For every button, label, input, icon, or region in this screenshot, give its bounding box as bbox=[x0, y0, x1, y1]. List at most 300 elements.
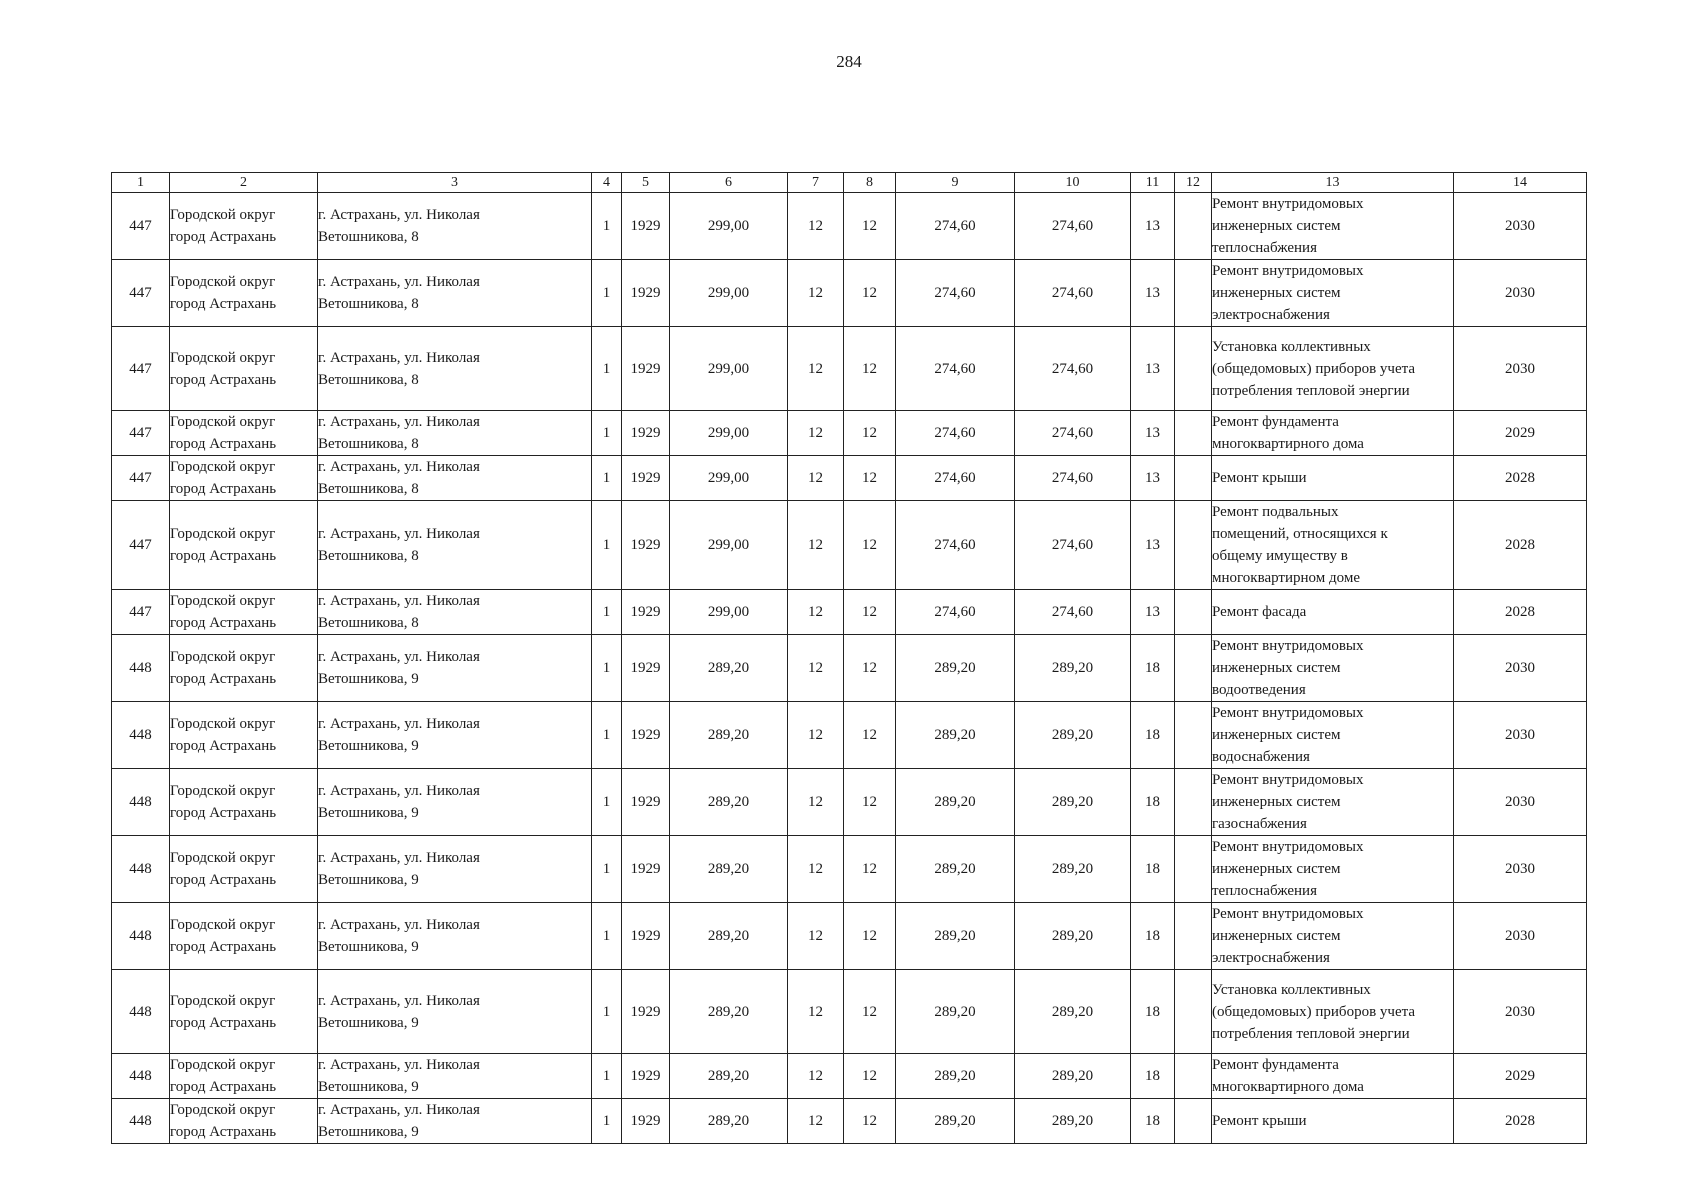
col12-cell bbox=[1175, 903, 1212, 970]
col11-cell: 13 bbox=[1131, 193, 1175, 260]
col9-area-cell: 274,60 bbox=[896, 501, 1015, 590]
municipality-line: город Астрахань bbox=[170, 296, 277, 312]
col8-cell: 12 bbox=[844, 1099, 896, 1144]
municipality-line: город Астрахань bbox=[170, 1124, 277, 1140]
work-type-line: водоотведения bbox=[1212, 682, 1306, 698]
municipality-line: Городской округ bbox=[170, 349, 276, 366]
municipality-line: Городской округ bbox=[170, 274, 276, 290]
col4-cell: 1 bbox=[592, 970, 622, 1054]
address-line: Ветошникова, 8 bbox=[318, 371, 419, 388]
col12-cell bbox=[1175, 1054, 1212, 1099]
col8-cell: 12 bbox=[844, 260, 896, 327]
work-type-line: Ремонт внутридомовых bbox=[1212, 638, 1364, 654]
column-header: 3 bbox=[318, 173, 592, 193]
col11-cell: 13 bbox=[1131, 327, 1175, 411]
planned-year-cell: 2030 bbox=[1454, 903, 1587, 970]
address-line: Ветошникова, 9 bbox=[318, 939, 419, 955]
col8-cell: 12 bbox=[844, 769, 896, 836]
column-header: 13 bbox=[1212, 173, 1454, 193]
address-line: г. Астрахань, ул. Николая bbox=[318, 716, 480, 732]
municipality-line: город Астрахань bbox=[170, 1014, 277, 1031]
address-line: г. Астрахань, ул. Николая bbox=[318, 917, 480, 933]
table-row bbox=[112, 903, 1587, 970]
col11-cell: 13 bbox=[1131, 260, 1175, 327]
col9-area-cell: 274,60 bbox=[896, 193, 1015, 260]
column-header: 8 bbox=[844, 173, 896, 193]
column-header: 14 bbox=[1454, 173, 1587, 193]
col10-area-cell: 289,20 bbox=[1015, 903, 1131, 970]
address-line: г. Астрахань, ул. Николая bbox=[318, 1102, 480, 1118]
col8-cell: 12 bbox=[844, 702, 896, 769]
col11-cell: 18 bbox=[1131, 903, 1175, 970]
municipality-line: город Астрахань bbox=[170, 805, 277, 821]
municipality-cell bbox=[170, 970, 318, 1054]
build-year-cell: 1929 bbox=[622, 903, 670, 970]
municipality-line: город Астрахань bbox=[170, 481, 277, 497]
work-type-line: Ремонт внутридомовых bbox=[1212, 906, 1364, 922]
municipality-cell bbox=[170, 501, 318, 590]
table-row bbox=[112, 970, 1587, 1054]
address-line: г. Астрахань, ул. Николая bbox=[318, 349, 480, 366]
municipality-line: город Астрахань bbox=[170, 939, 277, 955]
work-type-line: теплоснабжения bbox=[1212, 883, 1317, 899]
municipality-cell bbox=[170, 635, 318, 702]
col7-cell: 12 bbox=[788, 590, 844, 635]
work-type-line: инженерных систем bbox=[1212, 218, 1341, 234]
col4-cell: 1 bbox=[592, 769, 622, 836]
work-type-cell bbox=[1212, 702, 1454, 769]
work-type-line: многоквартирном доме bbox=[1212, 570, 1360, 586]
col8-cell: 12 bbox=[844, 501, 896, 590]
total-area-cell: 289,20 bbox=[670, 635, 788, 702]
col10-area-cell: 274,60 bbox=[1015, 193, 1131, 260]
build-year-cell: 1929 bbox=[622, 193, 670, 260]
work-type-line: инженерных систем bbox=[1212, 794, 1341, 810]
address-line: Ветошникова, 8 bbox=[318, 296, 419, 312]
col9-area-cell: 274,60 bbox=[896, 590, 1015, 635]
build-year-cell: 1929 bbox=[622, 501, 670, 590]
col12-cell bbox=[1175, 193, 1212, 260]
municipality-cell bbox=[170, 836, 318, 903]
address-line: Ветошникова, 9 bbox=[318, 872, 419, 888]
work-type-line: газоснабжения bbox=[1212, 816, 1307, 832]
col10-area-cell: 274,60 bbox=[1015, 456, 1131, 501]
planned-year-cell: 2030 bbox=[1454, 702, 1587, 769]
col10-area-cell: 289,20 bbox=[1015, 769, 1131, 836]
column-header: 5 bbox=[622, 173, 670, 193]
row-number-cell: 448 bbox=[112, 970, 170, 1054]
municipality-cell bbox=[170, 456, 318, 501]
work-type-line: (общедомовых) приборов учета bbox=[1212, 1003, 1415, 1020]
row-number-cell: 448 bbox=[112, 769, 170, 836]
row-number-cell: 448 bbox=[112, 1054, 170, 1099]
work-type-line: Установка коллективных bbox=[1212, 338, 1371, 355]
work-type-line: инженерных систем bbox=[1212, 727, 1341, 743]
col9-area-cell: 289,20 bbox=[896, 1099, 1015, 1144]
row-number-cell: 448 bbox=[112, 1099, 170, 1144]
municipality-line: город Астрахань bbox=[170, 229, 277, 245]
table-row bbox=[112, 193, 1587, 260]
total-area-cell: 289,20 bbox=[670, 970, 788, 1054]
col11-cell: 18 bbox=[1131, 769, 1175, 836]
col11-cell: 13 bbox=[1131, 456, 1175, 501]
municipality-cell bbox=[170, 193, 318, 260]
address-line: г. Астрахань, ул. Николая bbox=[318, 526, 480, 542]
total-area-cell: 299,00 bbox=[670, 501, 788, 590]
col9-area-cell: 274,60 bbox=[896, 411, 1015, 456]
table-row bbox=[112, 702, 1587, 769]
work-type-cell bbox=[1212, 193, 1454, 260]
work-type-line: водоснабжения bbox=[1212, 749, 1310, 765]
col8-cell: 12 bbox=[844, 836, 896, 903]
municipality-cell bbox=[170, 903, 318, 970]
work-type-line: Ремонт крыши bbox=[1212, 1113, 1307, 1129]
col7-cell: 12 bbox=[788, 456, 844, 501]
col9-area-cell: 274,60 bbox=[896, 260, 1015, 327]
total-area-cell: 299,00 bbox=[670, 456, 788, 501]
address-cell bbox=[318, 193, 592, 260]
table-row bbox=[112, 769, 1587, 836]
col12-cell bbox=[1175, 1099, 1212, 1144]
col12-cell bbox=[1175, 635, 1212, 702]
col10-area-cell: 274,60 bbox=[1015, 260, 1131, 327]
total-area-cell: 299,00 bbox=[670, 327, 788, 411]
planned-year-cell: 2029 bbox=[1454, 411, 1587, 456]
work-type-line: потребления тепловой энергии bbox=[1212, 1025, 1410, 1042]
total-area-cell: 289,20 bbox=[670, 702, 788, 769]
column-header: 1 bbox=[112, 173, 170, 193]
column-header: 6 bbox=[670, 173, 788, 193]
address-line: г. Астрахань, ул. Николая bbox=[318, 207, 480, 223]
work-type-line: Ремонт внутридомовых bbox=[1212, 196, 1364, 212]
col8-cell: 12 bbox=[844, 1054, 896, 1099]
municipality-line: Городской округ bbox=[170, 783, 276, 799]
col12-cell bbox=[1175, 327, 1212, 411]
col8-cell: 12 bbox=[844, 635, 896, 702]
address-cell bbox=[318, 456, 592, 501]
municipality-cell bbox=[170, 1099, 318, 1144]
table-row bbox=[112, 501, 1587, 590]
municipality-line: город Астрахань bbox=[170, 1079, 277, 1095]
address-cell bbox=[318, 327, 592, 411]
work-type-cell bbox=[1212, 456, 1454, 501]
work-type-line: Ремонт крыши bbox=[1212, 470, 1307, 486]
work-type-cell bbox=[1212, 903, 1454, 970]
address-line: г. Астрахань, ул. Николая bbox=[318, 593, 480, 609]
col9-area-cell: 289,20 bbox=[896, 970, 1015, 1054]
municipality-cell bbox=[170, 769, 318, 836]
column-header: 2 bbox=[170, 173, 318, 193]
col9-area-cell: 289,20 bbox=[896, 836, 1015, 903]
work-type-line: электроснабжения bbox=[1212, 307, 1330, 323]
address-line: г. Астрахань, ул. Николая bbox=[318, 992, 480, 1009]
col10-area-cell: 274,60 bbox=[1015, 411, 1131, 456]
work-type-line: общему имуществу в bbox=[1212, 548, 1348, 564]
planned-year-cell: 2030 bbox=[1454, 327, 1587, 411]
work-type-cell bbox=[1212, 635, 1454, 702]
col8-cell: 12 bbox=[844, 193, 896, 260]
planned-year-cell: 2030 bbox=[1454, 970, 1587, 1054]
col11-cell: 13 bbox=[1131, 501, 1175, 590]
work-type-line: многоквартирного дома bbox=[1212, 436, 1364, 452]
work-type-line: Ремонт подвальных bbox=[1212, 504, 1339, 520]
municipality-line: город Астрахань bbox=[170, 738, 277, 754]
column-header: 4 bbox=[592, 173, 622, 193]
table-row bbox=[112, 836, 1587, 903]
column-header: 12 bbox=[1175, 173, 1212, 193]
column-number-row bbox=[112, 173, 1587, 193]
work-type-line: многоквартирного дома bbox=[1212, 1079, 1364, 1095]
address-cell bbox=[318, 702, 592, 769]
total-area-cell: 289,20 bbox=[670, 769, 788, 836]
col7-cell: 12 bbox=[788, 1099, 844, 1144]
work-type-line: Ремонт внутридомовых bbox=[1212, 263, 1364, 279]
municipality-line: Городской округ bbox=[170, 459, 276, 475]
row-number-cell: 448 bbox=[112, 702, 170, 769]
col4-cell: 1 bbox=[592, 1054, 622, 1099]
col7-cell: 12 bbox=[788, 769, 844, 836]
col8-cell: 12 bbox=[844, 456, 896, 501]
row-number-cell: 448 bbox=[112, 635, 170, 702]
address-cell bbox=[318, 635, 592, 702]
work-type-cell bbox=[1212, 411, 1454, 456]
col7-cell: 12 bbox=[788, 970, 844, 1054]
work-type-line: Ремонт внутридомовых bbox=[1212, 772, 1364, 788]
col10-area-cell: 289,20 bbox=[1015, 1099, 1131, 1144]
work-type-cell bbox=[1212, 1054, 1454, 1099]
col9-area-cell: 289,20 bbox=[896, 769, 1015, 836]
planned-year-cell: 2028 bbox=[1454, 456, 1587, 501]
work-type-line: инженерных систем bbox=[1212, 285, 1341, 301]
total-area-cell: 299,00 bbox=[670, 193, 788, 260]
address-line: г. Астрахань, ул. Николая bbox=[318, 783, 480, 799]
col7-cell: 12 bbox=[788, 903, 844, 970]
col4-cell: 1 bbox=[592, 635, 622, 702]
work-type-cell bbox=[1212, 1099, 1454, 1144]
col11-cell: 18 bbox=[1131, 836, 1175, 903]
col4-cell: 1 bbox=[592, 327, 622, 411]
col4-cell: 1 bbox=[592, 411, 622, 456]
work-type-line: инженерных систем bbox=[1212, 660, 1341, 676]
address-cell bbox=[318, 411, 592, 456]
planned-year-cell: 2030 bbox=[1454, 635, 1587, 702]
work-type-cell bbox=[1212, 327, 1454, 411]
col11-cell: 18 bbox=[1131, 970, 1175, 1054]
municipality-line: город Астрахань bbox=[170, 872, 277, 888]
municipality-line: город Астрахань bbox=[170, 671, 277, 687]
col7-cell: 12 bbox=[788, 327, 844, 411]
table-row bbox=[112, 635, 1587, 702]
col4-cell: 1 bbox=[592, 260, 622, 327]
total-area-cell: 289,20 bbox=[670, 1054, 788, 1099]
col12-cell bbox=[1175, 836, 1212, 903]
column-header: 10 bbox=[1015, 173, 1131, 193]
col12-cell bbox=[1175, 590, 1212, 635]
col11-cell: 13 bbox=[1131, 411, 1175, 456]
col11-cell: 18 bbox=[1131, 635, 1175, 702]
col9-area-cell: 274,60 bbox=[896, 456, 1015, 501]
address-cell bbox=[318, 769, 592, 836]
col9-area-cell: 289,20 bbox=[896, 1054, 1015, 1099]
col7-cell: 12 bbox=[788, 260, 844, 327]
col9-area-cell: 274,60 bbox=[896, 327, 1015, 411]
address-line: Ветошникова, 8 bbox=[318, 548, 419, 564]
address-cell bbox=[318, 970, 592, 1054]
col12-cell bbox=[1175, 501, 1212, 590]
col10-area-cell: 274,60 bbox=[1015, 327, 1131, 411]
work-type-line: Ремонт фундамента bbox=[1212, 414, 1339, 430]
col8-cell: 12 bbox=[844, 903, 896, 970]
col12-cell bbox=[1175, 411, 1212, 456]
municipality-cell bbox=[170, 590, 318, 635]
work-type-cell bbox=[1212, 970, 1454, 1054]
col8-cell: 12 bbox=[844, 411, 896, 456]
address-line: Ветошникова, 9 bbox=[318, 671, 419, 687]
col8-cell: 12 bbox=[844, 590, 896, 635]
total-area-cell: 299,00 bbox=[670, 411, 788, 456]
municipality-line: город Астрахань bbox=[170, 548, 277, 564]
col4-cell: 1 bbox=[592, 702, 622, 769]
col9-area-cell: 289,20 bbox=[896, 903, 1015, 970]
col12-cell bbox=[1175, 769, 1212, 836]
work-type-line: (общедомовых) приборов учета bbox=[1212, 360, 1415, 377]
column-header: 11 bbox=[1131, 173, 1175, 193]
col4-cell: 1 bbox=[592, 590, 622, 635]
col10-area-cell: 274,60 bbox=[1015, 501, 1131, 590]
municipality-cell bbox=[170, 1054, 318, 1099]
address-line: г. Астрахань, ул. Николая bbox=[318, 649, 480, 665]
municipality-line: Городской округ bbox=[170, 1057, 276, 1073]
work-type-line: Ремонт фундамента bbox=[1212, 1057, 1339, 1073]
col12-cell bbox=[1175, 702, 1212, 769]
address-line: г. Астрахань, ул. Николая bbox=[318, 1057, 480, 1073]
column-header: 7 bbox=[788, 173, 844, 193]
col7-cell: 12 bbox=[788, 501, 844, 590]
row-number-cell: 447 bbox=[112, 260, 170, 327]
col10-area-cell: 274,60 bbox=[1015, 590, 1131, 635]
address-cell bbox=[318, 590, 592, 635]
planned-year-cell: 2030 bbox=[1454, 769, 1587, 836]
build-year-cell: 1929 bbox=[622, 327, 670, 411]
work-type-line: Ремонт фасада bbox=[1212, 604, 1307, 620]
work-type-cell bbox=[1212, 769, 1454, 836]
table-row bbox=[112, 327, 1587, 411]
work-type-line: электроснабжения bbox=[1212, 950, 1330, 966]
build-year-cell: 1929 bbox=[622, 769, 670, 836]
col7-cell: 12 bbox=[788, 411, 844, 456]
col8-cell: 12 bbox=[844, 327, 896, 411]
col12-cell bbox=[1175, 970, 1212, 1054]
planned-year-cell: 2028 bbox=[1454, 501, 1587, 590]
col11-cell: 13 bbox=[1131, 590, 1175, 635]
row-number-cell: 447 bbox=[112, 193, 170, 260]
col4-cell: 1 bbox=[592, 193, 622, 260]
address-cell bbox=[318, 1054, 592, 1099]
municipality-line: Городской округ bbox=[170, 526, 276, 542]
planned-year-cell: 2028 bbox=[1454, 1099, 1587, 1144]
address-line: Ветошникова, 9 bbox=[318, 805, 419, 821]
col4-cell: 1 bbox=[592, 1099, 622, 1144]
build-year-cell: 1929 bbox=[622, 411, 670, 456]
address-line: Ветошникова, 9 bbox=[318, 1124, 419, 1140]
build-year-cell: 1929 bbox=[622, 260, 670, 327]
col10-area-cell: 289,20 bbox=[1015, 1054, 1131, 1099]
table-row bbox=[112, 590, 1587, 635]
address-line: Ветошникова, 8 bbox=[318, 481, 419, 497]
work-type-line: потребления тепловой энергии bbox=[1212, 382, 1410, 399]
col11-cell: 18 bbox=[1131, 1054, 1175, 1099]
row-number-cell: 447 bbox=[112, 456, 170, 501]
table-row bbox=[112, 411, 1587, 456]
col4-cell: 1 bbox=[592, 501, 622, 590]
municipality-line: город Астрахань bbox=[170, 615, 277, 631]
municipality-line: Городской округ bbox=[170, 649, 276, 665]
build-year-cell: 1929 bbox=[622, 1099, 670, 1144]
col12-cell bbox=[1175, 260, 1212, 327]
row-number-cell: 447 bbox=[112, 327, 170, 411]
build-year-cell: 1929 bbox=[622, 590, 670, 635]
build-year-cell: 1929 bbox=[622, 456, 670, 501]
municipality-line: Городской округ bbox=[170, 917, 276, 933]
col10-area-cell: 289,20 bbox=[1015, 970, 1131, 1054]
col11-cell: 18 bbox=[1131, 702, 1175, 769]
table-row bbox=[112, 456, 1587, 501]
col8-cell: 12 bbox=[844, 970, 896, 1054]
col7-cell: 12 bbox=[788, 635, 844, 702]
col10-area-cell: 289,20 bbox=[1015, 702, 1131, 769]
address-line: Ветошникова, 8 bbox=[318, 436, 419, 452]
municipality-line: Городской округ bbox=[170, 716, 276, 732]
col9-area-cell: 289,20 bbox=[896, 702, 1015, 769]
table-row bbox=[112, 1054, 1587, 1099]
work-type-cell bbox=[1212, 590, 1454, 635]
build-year-cell: 1929 bbox=[622, 635, 670, 702]
table-row bbox=[112, 1099, 1587, 1144]
work-type-cell bbox=[1212, 501, 1454, 590]
work-type-line: теплоснабжения bbox=[1212, 240, 1317, 256]
col7-cell: 12 bbox=[788, 836, 844, 903]
total-area-cell: 289,20 bbox=[670, 1099, 788, 1144]
address-line: Ветошникова, 9 bbox=[318, 738, 419, 754]
address-cell bbox=[318, 260, 592, 327]
total-area-cell: 299,00 bbox=[670, 590, 788, 635]
work-type-line: Ремонт внутридомовых bbox=[1212, 839, 1364, 855]
row-number-cell: 447 bbox=[112, 590, 170, 635]
address-line: Ветошникова, 9 bbox=[318, 1014, 419, 1031]
col9-area-cell: 289,20 bbox=[896, 635, 1015, 702]
address-cell bbox=[318, 1099, 592, 1144]
planned-year-cell: 2029 bbox=[1454, 1054, 1587, 1099]
work-type-line: помещений, относящихся к bbox=[1212, 526, 1388, 542]
municipality-line: город Астрахань bbox=[170, 436, 277, 452]
municipality-line: Городской округ bbox=[170, 992, 276, 1009]
address-line: Ветошникова, 9 bbox=[318, 1079, 419, 1095]
row-number-cell: 447 bbox=[112, 501, 170, 590]
col7-cell: 12 bbox=[788, 702, 844, 769]
planned-year-cell: 2030 bbox=[1454, 193, 1587, 260]
municipality-line: Городской округ bbox=[170, 1102, 276, 1118]
col11-cell: 18 bbox=[1131, 1099, 1175, 1144]
table-row bbox=[112, 260, 1587, 327]
address-cell bbox=[318, 836, 592, 903]
municipality-cell bbox=[170, 702, 318, 769]
build-year-cell: 1929 bbox=[622, 1054, 670, 1099]
address-line: г. Астрахань, ул. Николая bbox=[318, 274, 480, 290]
municipality-line: Городской округ bbox=[170, 207, 276, 223]
table-body bbox=[112, 173, 1587, 1144]
row-number-cell: 448 bbox=[112, 903, 170, 970]
column-header: 9 bbox=[896, 173, 1015, 193]
